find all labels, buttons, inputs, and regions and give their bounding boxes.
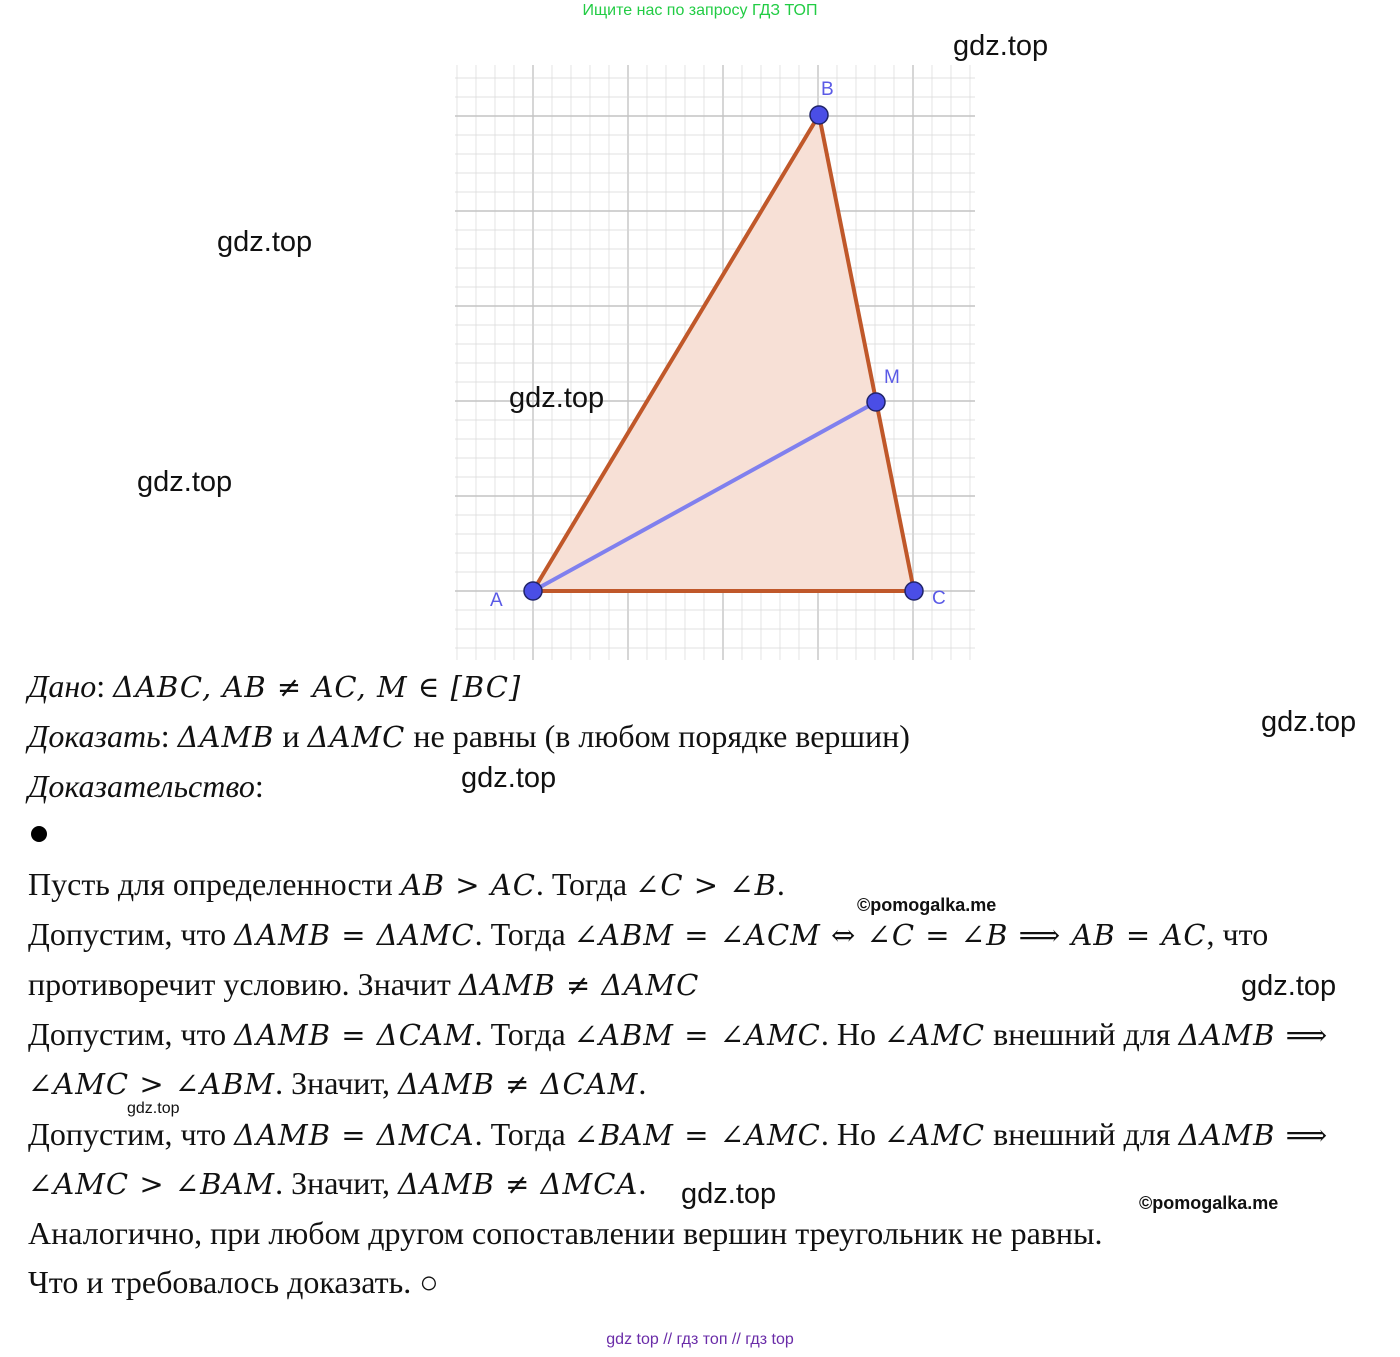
text-run: Пусть для определенности bbox=[28, 866, 401, 902]
math-run: ∠AMC bbox=[883, 1018, 986, 1052]
point-m bbox=[867, 393, 885, 411]
text-run: . bbox=[638, 1165, 647, 1201]
math-run: ΔAMB ≠ ΔMCA bbox=[397, 1167, 639, 1201]
watermark: gdz.top bbox=[681, 1178, 777, 1210]
prove-rest: не равны (в любом порядке вершин) bbox=[405, 718, 910, 754]
text-run: внешний для bbox=[985, 1016, 1179, 1052]
prove-and: и bbox=[274, 718, 308, 754]
math-run: ∠AMC bbox=[883, 1118, 986, 1152]
proof-line-5 bbox=[28, 1067, 646, 1099]
text-run: , что bbox=[1206, 916, 1269, 952]
given-math: ΔABC, AB ≠ AC, M ∈ [BC] bbox=[113, 670, 522, 704]
proof-line-8: Аналогично, при любом другом сопоставлении вершин треугольник не равны. bbox=[28, 1215, 1103, 1251]
given-sep: : bbox=[96, 668, 114, 704]
watermark: gdz.top bbox=[137, 466, 233, 498]
proof-sep: : bbox=[254, 768, 264, 804]
copyright-mark: ©pomogalka.me bbox=[1139, 1193, 1279, 1213]
text-run: . Тогда bbox=[474, 1016, 574, 1052]
math-run: ΔAMB = ΔMCA bbox=[234, 1118, 475, 1152]
text-run: . Значит, bbox=[275, 1165, 398, 1201]
copyright-mark: ©pomogalka.me bbox=[857, 895, 997, 915]
text-run: . Значит, bbox=[275, 1065, 398, 1101]
math-run: ΔAMB = ΔCAM bbox=[234, 1018, 475, 1052]
bullet-dot bbox=[31, 826, 47, 842]
watermark: gdz.top bbox=[461, 762, 557, 794]
proof-conclusion: Что и требовалось доказать. ○ bbox=[28, 1264, 439, 1300]
given-label: Дано bbox=[28, 668, 97, 704]
proof-line-3 bbox=[28, 968, 699, 1000]
prove-math-2: ΔAMC bbox=[307, 720, 406, 754]
math-run: ΔAMB = ΔAMC bbox=[234, 918, 475, 952]
proof-line-6 bbox=[28, 1118, 1328, 1150]
prove-line bbox=[28, 720, 910, 752]
text-run: Допустим, что bbox=[28, 1016, 235, 1052]
footer-links: gdz top // гдз топ // гдз top bbox=[606, 1331, 794, 1348]
given-line bbox=[28, 670, 521, 702]
text-run: Допустим, что bbox=[28, 1116, 235, 1152]
prove-math-1: ΔAMB bbox=[177, 720, 275, 754]
watermark: gdz.top bbox=[217, 226, 313, 258]
proof-line-1 bbox=[28, 868, 785, 900]
proof-line-4 bbox=[28, 1018, 1328, 1050]
label-c: C bbox=[932, 588, 946, 609]
triangle-figure bbox=[455, 65, 975, 660]
proof-line-7 bbox=[28, 1167, 646, 1199]
math-run: ∠C > ∠B bbox=[635, 868, 777, 902]
proof-line bbox=[28, 770, 264, 802]
math-run: ΔAMB ≠ ΔAMC bbox=[458, 968, 700, 1002]
math-run: ∠ABM = ∠AMC bbox=[573, 1018, 821, 1052]
math-run: ΔAMB ⟹ bbox=[1178, 1018, 1329, 1052]
label-b: B bbox=[821, 79, 834, 100]
math-run: AB > AC bbox=[400, 868, 536, 902]
text-run: . Но bbox=[820, 1016, 884, 1052]
math-run: ΔAMB ≠ ΔCAM bbox=[397, 1067, 639, 1101]
prove-sep: : bbox=[160, 718, 178, 754]
text-run: . Тогда bbox=[474, 1116, 574, 1152]
label-m: M bbox=[884, 367, 900, 388]
point-c bbox=[905, 582, 923, 600]
math-run: ∠ABM = ∠ACM ⇔ ∠C = ∠B ⟹ AB = AC bbox=[573, 918, 1207, 952]
label-a: A bbox=[490, 590, 503, 611]
text-run: внешний для bbox=[985, 1116, 1179, 1152]
text-run: . Тогда bbox=[535, 866, 636, 902]
math-run: ∠AMC > ∠ABM bbox=[28, 1067, 276, 1101]
math-run: ΔAMB ⟹ bbox=[1178, 1118, 1329, 1152]
text-run: Допустим, что bbox=[28, 916, 235, 952]
text-run: . Но bbox=[820, 1116, 884, 1152]
prove-label: Доказать bbox=[28, 718, 161, 754]
math-run: ∠AMC > ∠BAM bbox=[28, 1167, 276, 1201]
text-run: противоречит условию. Значит bbox=[28, 966, 459, 1002]
watermark: gdz.top bbox=[1241, 970, 1337, 1002]
text-run: . bbox=[638, 1065, 647, 1101]
point-a bbox=[524, 582, 542, 600]
proof-line-2 bbox=[28, 918, 1268, 950]
watermark: gdz.top bbox=[953, 30, 1049, 62]
watermark: gdz.top bbox=[127, 1100, 180, 1117]
top-banner: Ищите нас по запросу ГДЗ ТОП bbox=[582, 2, 818, 19]
math-run: ∠BAM = ∠AMC bbox=[573, 1118, 821, 1152]
watermark: gdz.top bbox=[1261, 706, 1357, 738]
point-b bbox=[810, 106, 828, 124]
proof-label: Доказательство bbox=[28, 768, 255, 804]
text-run: . bbox=[776, 866, 785, 902]
text-run: . Тогда bbox=[474, 916, 574, 952]
watermark: gdz.top bbox=[509, 382, 605, 414]
